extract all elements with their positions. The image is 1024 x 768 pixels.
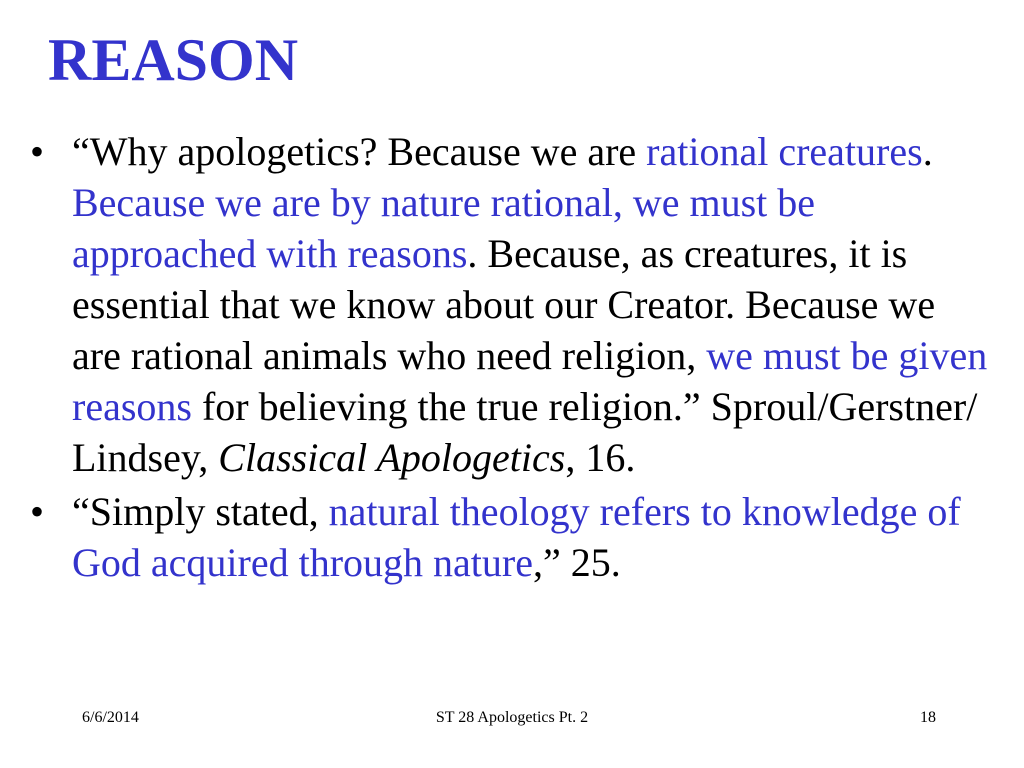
- bullet-text: [72, 129, 987, 480]
- slide-title: REASON: [48, 27, 299, 93]
- highlighted-text-run: we must be given reasons: [72, 333, 988, 429]
- highlighted-text-run: rational creatures: [646, 129, 923, 174]
- bullet-list: [30, 126, 990, 591]
- bullet-item: [30, 486, 990, 588]
- text-run: “Simply stated,: [72, 489, 329, 534]
- highlighted-text-run: Because we are by nature rational, we must be approached with reasons: [72, 180, 816, 276]
- bullet-text: [72, 489, 961, 585]
- text-run: “Why apologetics? Because we are: [72, 129, 647, 174]
- bullet-item: [30, 126, 990, 483]
- footer-date: 6/6/2014: [82, 709, 139, 726]
- text-run: , 16.: [565, 435, 636, 480]
- highlighted-text-run: natural theology refers to knowledge of God acquired through nature: [72, 489, 961, 585]
- text-run: ,” 25.: [532, 540, 621, 585]
- footer-title: ST 28 Apologetics Pt. 2: [435, 709, 589, 726]
- page-number: 18: [920, 709, 936, 726]
- bullet-marker: •: [30, 129, 45, 174]
- text-run: . Because, as creatures, it is essential that we know about our Creator. Because we are rational animals who need religion,: [72, 231, 936, 378]
- text-run: .: [922, 129, 933, 174]
- text-run: for believing the true religion.” Sproul/Gerstner/ Lindsey,: [72, 384, 978, 480]
- bullet-marker: •: [30, 489, 45, 534]
- book-title-text: Classical Apologetics: [218, 435, 566, 480]
